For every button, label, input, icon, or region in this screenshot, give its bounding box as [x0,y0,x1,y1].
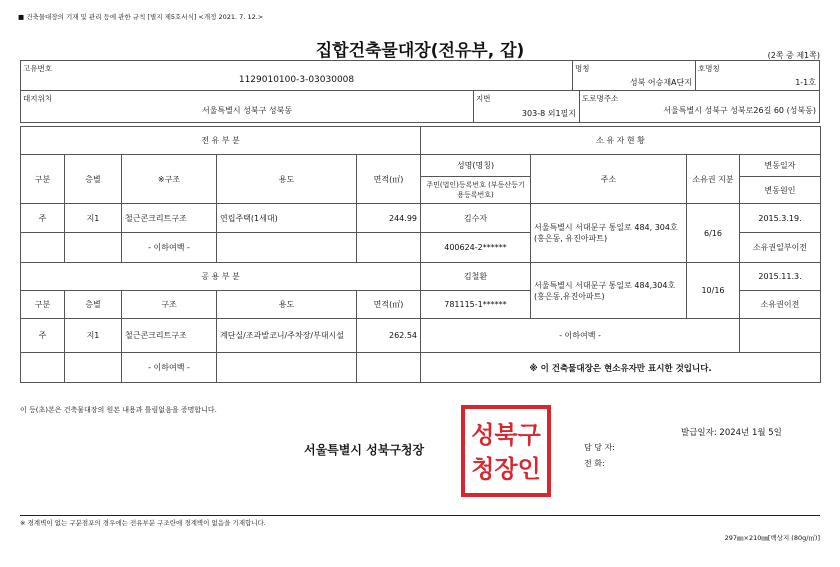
cm-header-area: 면적(㎡) [357,291,421,319]
footer-divider [20,515,820,516]
owner1-address: 서울특별시 서대문구 통일로 484, 304호 (홍은동, 유진아파트) [531,204,687,263]
cm-blank: - 이하여백 - [122,353,217,383]
owner-header-name: 성명(명칭) [421,155,531,177]
lot-label: 지번 [476,94,491,103]
cm-empty-use [217,353,357,383]
ex-header-area: 면적(㎡) [357,155,421,204]
info-table [20,60,820,91]
ex-header-type: 구분 [21,155,65,204]
svg-text:성북구: 성북구 [471,421,541,449]
cm-header-use: 용도 [217,291,357,319]
owner2-name: 김철환 [421,263,531,291]
cm-empty-type [21,353,65,383]
ex-header-use: 용도 [217,155,357,204]
owner2-address: 서울특별시 서대문구 통일로 484,304호(홍은동,유진아파트) [531,263,687,319]
lot-value: 303-8 외1필지 [521,109,576,118]
ex-header-structure: ※구조 [122,155,217,204]
ex-blank: - 이하여백 - [122,233,217,263]
register-table [20,126,821,383]
ex-empty-type [21,233,65,263]
cm-row-structure: 철근콘크리트구조 [122,319,217,353]
owner-header-change-date: 변동일자 [740,155,821,177]
name-value: 성북 어승재A단지 [629,78,692,87]
certify-text: 이 등(초)본은 건축물대장의 원본 내용과 틀림없음을 증명합니다. [20,406,217,414]
owner2-date: 2015.11.3. [740,263,821,291]
location-label: 대지위치 [23,94,52,103]
cm-header-type: 구분 [21,291,65,319]
owners-section-title: 소 유 자 현 황 [421,127,821,155]
ex-header-floor: 층별 [65,155,122,204]
cm-row-floor: 지1 [65,319,122,353]
issuing-office: 서울특별시 성북구청장 [304,443,425,457]
cm-row-use: 계단실/조과발코니/주차장/부대시설 [217,319,357,353]
road-label: 도로명주소 [582,94,619,103]
official-seal-icon [461,405,551,497]
owners-blank: - 이하여백 - [421,319,740,353]
road-value: 서울특별시 성북구 성북로26길 60 (성북동) [663,106,816,115]
phone-label: 전 화: [584,459,605,468]
id-cell [21,61,573,91]
cm-row-area: 262.54 [357,319,421,353]
unit-cell [696,61,820,91]
paper-spec: 297㎜×210㎜[백상지 (80g/㎡)] [724,534,820,542]
ex-empty-floor [65,233,122,263]
svg-text:청장인: 청장인 [471,455,541,483]
regulation-note: ■ 건축물대장의 기재 및 관리 등에 관한 규칙 [별지 제5호서식] <개정 2021. 7. 12.> [18,13,264,21]
owner1-share: 6/16 [687,204,740,263]
cm-row-type: 주 [21,319,65,353]
unit-value: 1-1호 [795,78,816,87]
id-value: 1129010100-3-03030008 [238,74,355,85]
ex-row-type: 주 [21,204,65,233]
cm-empty-floor [65,353,122,383]
ex-row-area: 244.99 [357,204,421,233]
owner-header-id: 주민(법인)등록번호 (부동산등기용등록번호) [421,177,531,204]
ex-row-use: 연립주택(1세대) [217,204,357,233]
lot-cell [474,91,580,123]
unit-label: 호명칭 [698,64,720,73]
owner-header-address: 주소 [531,155,687,204]
page-count: (2쪽 중 제1쪽) [767,51,820,60]
ex-empty-use [217,233,357,263]
owners-empty-cell [740,319,821,353]
owner1-id: 400624-2****** [421,233,531,263]
name-label: 명칭 [575,64,590,73]
location-cell [21,91,474,123]
ex-empty-area [357,233,421,263]
owner1-name: 김수자 [421,204,531,233]
issue-date: 발급일자: 2024년 1월 5일 [681,428,782,438]
exclusive-section-title: 전 유 부 분 [21,127,421,155]
id-label: 고유번호 [23,64,52,73]
cm-header-structure: 구조 [122,291,217,319]
ex-row-structure: 철근콘크리트구조 [122,204,217,233]
cm-empty-area [357,353,421,383]
owner-header-share: 소유권 지분 [687,155,740,204]
owner1-reason: 소유권일부이전 [740,233,821,263]
road-cell [580,91,820,123]
common-section-title: 공 용 부 분 [21,263,421,291]
document-title: 집합건축물대장(전유부, 갑) [315,41,525,61]
cm-header-floor: 층별 [65,291,122,319]
manager-label: 담 당 자: [584,443,615,452]
footnote: ※ 경계벽이 없는 구분점포의 경우에는 전유부분 구조란에 경계벽이 없음을 기재합니다. [20,519,266,527]
owner1-date: 2015.3.19. [740,204,821,233]
owner-header-change-reason: 변동원인 [740,177,821,204]
owner2-reason: 소유권이전 [740,291,821,319]
location-value: 서울특별시 성북구 성북동 [201,106,293,115]
owner2-id: 781115-1****** [421,291,531,319]
owners-note: ※ 이 건축물대장은 현소유자만 표시한 것입니다. [421,353,821,383]
name-cell [573,61,696,91]
ex-row-floor: 지1 [65,204,122,233]
location-table [20,90,820,123]
owner2-share: 10/16 [687,263,740,319]
